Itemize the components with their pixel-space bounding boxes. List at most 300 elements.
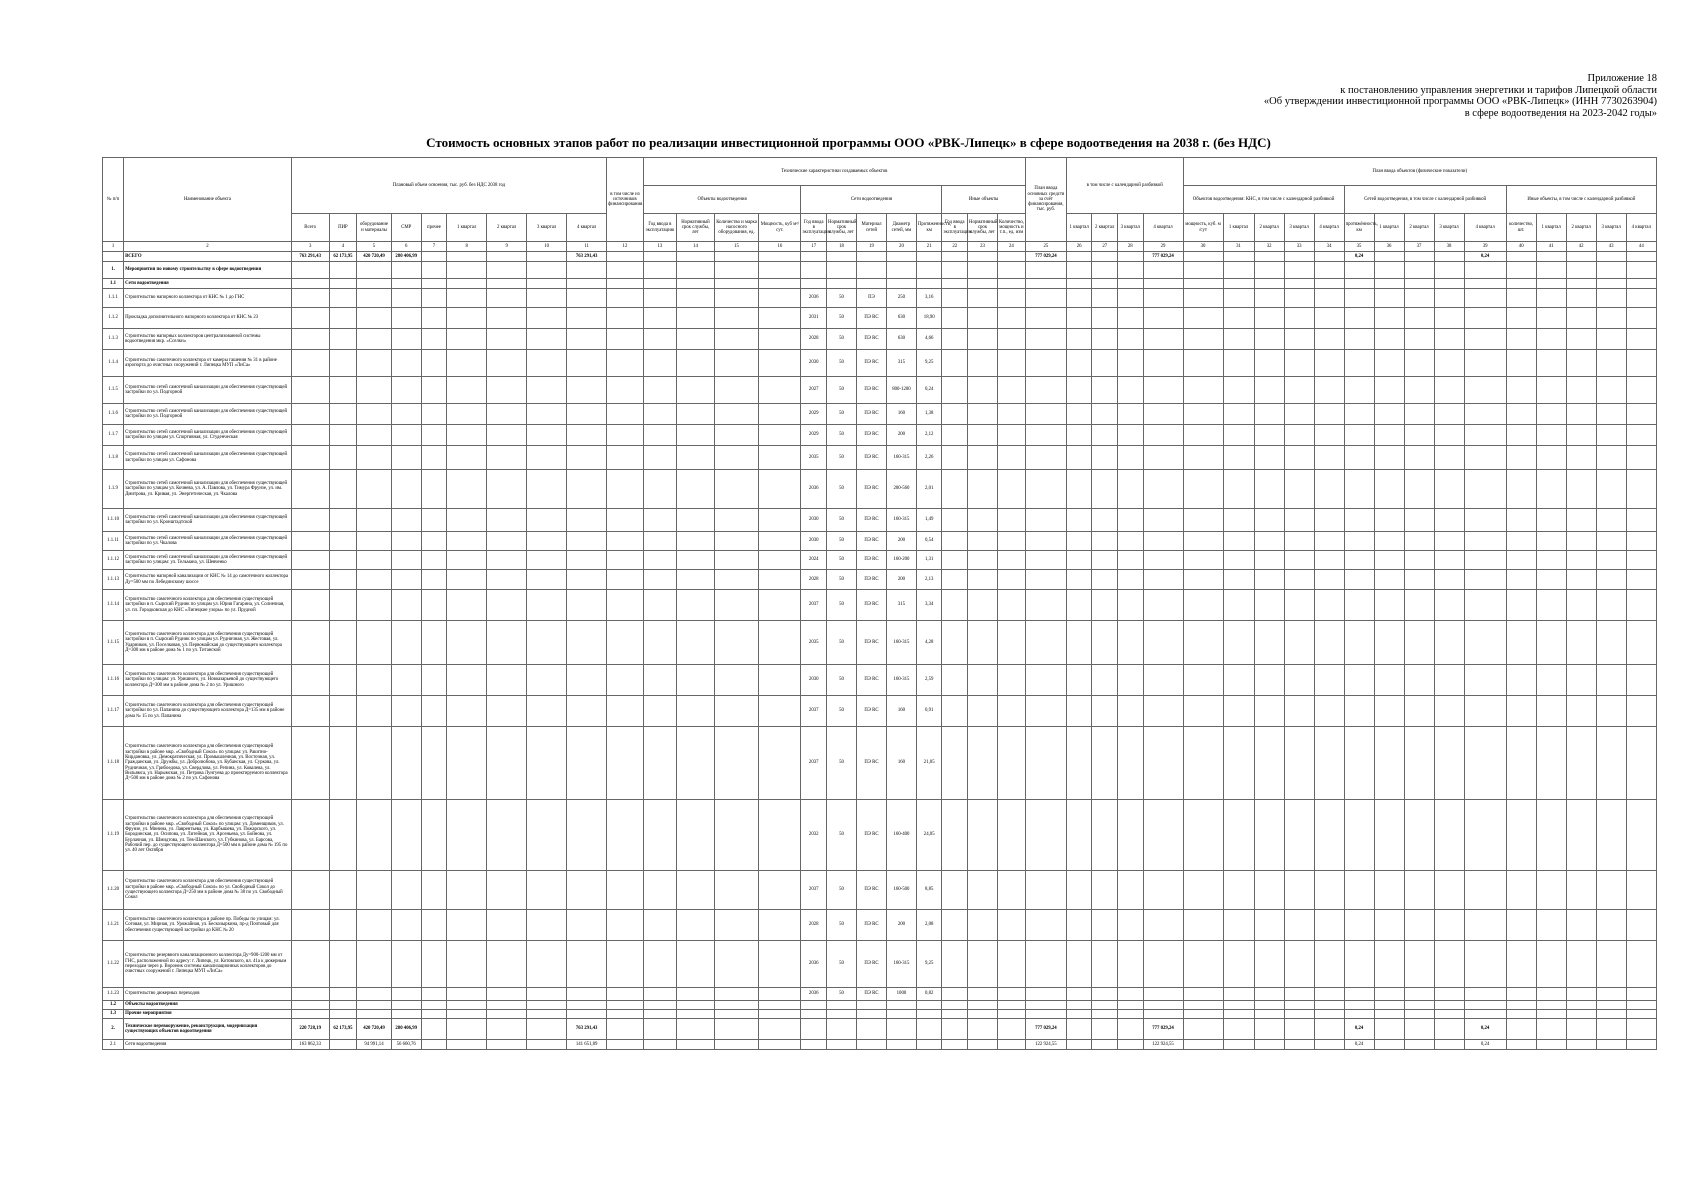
empty-cell (714, 446, 758, 470)
empty-cell (487, 470, 527, 509)
empty-cell (759, 350, 801, 377)
empty-cell (1223, 1040, 1254, 1050)
empty-cell (1314, 350, 1344, 377)
empty-cell (1284, 308, 1314, 329)
empty-cell (1254, 262, 1284, 279)
fin-plan-header: План ввода основных средств за счёт финансирования, тыс. руб. (1025, 158, 1066, 242)
section-row (103, 1001, 1657, 1010)
empty-cell (391, 446, 421, 470)
empty-cell (607, 329, 644, 350)
object-name: Строительство сетей самотечной канализации для обеспечения существующей застройки по ул. Подгорной (124, 377, 292, 404)
empty-cell (391, 1010, 421, 1019)
empty-cell (997, 509, 1025, 532)
empty-cell (677, 252, 715, 262)
empty-cell (1464, 665, 1506, 696)
empty-cell (1143, 279, 1183, 289)
empty-cell (1404, 252, 1434, 262)
empty-cell (1092, 377, 1118, 404)
empty-cell (1566, 329, 1596, 350)
empty-cell (1374, 988, 1404, 1001)
empty-cell (607, 289, 644, 308)
empty-cell (487, 1040, 527, 1050)
empty-cell (487, 308, 527, 329)
empty-cell (1434, 377, 1464, 404)
empty-cell (1066, 988, 1092, 1001)
column-number: 11 (567, 242, 607, 252)
empty-cell (1117, 262, 1143, 279)
empty-cell (1254, 871, 1284, 910)
empty-cell (1314, 289, 1344, 308)
table-row (103, 377, 1657, 404)
empty-cell (1464, 289, 1506, 308)
empty-cell (1344, 800, 1374, 871)
empty-cell (1284, 289, 1314, 308)
empty-cell (1434, 532, 1464, 551)
material-cell: ПЭ RC (856, 532, 886, 551)
empty-cell (714, 941, 758, 988)
empty-cell (1626, 329, 1656, 350)
empty-cell (1536, 621, 1566, 665)
empty-cell (916, 1001, 942, 1010)
empty-cell (856, 1019, 886, 1040)
norm-life-cell: 50 (826, 329, 856, 350)
empty-cell (527, 1010, 567, 1019)
material-cell: ПЭ RC (856, 308, 886, 329)
empty-cell (1066, 1019, 1092, 1040)
norm-life-cell: 50 (826, 532, 856, 551)
empty-cell (942, 696, 968, 727)
empty-cell (291, 425, 329, 446)
empty-cell (391, 696, 421, 727)
empty-cell (357, 350, 391, 377)
column-number: 10 (527, 242, 567, 252)
empty-cell (1314, 910, 1344, 941)
empty-cell (1223, 988, 1254, 1001)
empty-cell (968, 665, 998, 696)
empty-cell (968, 350, 998, 377)
empty-cell (447, 941, 487, 988)
empty-cell (1025, 621, 1066, 665)
empty-cell (1183, 551, 1223, 570)
empty-cell (1223, 910, 1254, 941)
empty-cell (1464, 1001, 1506, 1010)
empty-cell (1183, 470, 1223, 509)
material-cell: ПЭ RC (856, 570, 886, 590)
empty-cell (1025, 941, 1066, 988)
empty-cell (1254, 350, 1284, 377)
empty-cell (357, 871, 391, 910)
empty-cell (643, 308, 676, 329)
row-number: 1.1.7 (103, 425, 124, 446)
empty-cell (1566, 377, 1596, 404)
empty-cell (447, 350, 487, 377)
empty-cell (357, 404, 391, 425)
year-in-cell: 2031 (801, 308, 827, 329)
empty-cell (1092, 621, 1118, 665)
empty-cell (1374, 910, 1404, 941)
empty-cell (291, 696, 329, 727)
q3-header: 3 квартал (1284, 214, 1314, 242)
empty-cell (607, 262, 644, 279)
empty-cell (1066, 551, 1092, 570)
empty-cell (1314, 446, 1344, 470)
empty-cell (1143, 665, 1183, 696)
empty-cell (1434, 279, 1464, 289)
length-cell: 0,24 (916, 377, 942, 404)
empty-cell (1374, 329, 1404, 350)
empty-cell (968, 308, 998, 329)
capacity-header: Мощность, куб м³/сут. (759, 214, 801, 242)
empty-cell (1254, 509, 1284, 532)
empty-cell (1464, 910, 1506, 941)
empty-cell (1314, 279, 1344, 289)
empty-cell (1066, 621, 1092, 665)
material-cell: ПЭ RC (856, 425, 886, 446)
empty-cell (1183, 377, 1223, 404)
empty-cell (1092, 509, 1118, 532)
empty-cell (1092, 308, 1118, 329)
diameter-cell: 160-315 (886, 941, 916, 988)
empty-cell (677, 570, 715, 590)
empty-cell (1066, 871, 1092, 910)
length-cell: 9,25 (916, 941, 942, 988)
object-name: Строительство самотечного коллектора для обеспечения существующей застройки в районе мкр. «Свободный Сокол» по улицам: ул. Доменщиков, ул. Фрунзе, ул. Минина, ул. Лаврентьева, ул. Карбышева, ул. Пожарского, ул. Бородинская, ул. Осипова, ул. Литейная, ул. Арсеньева, ул. Бойнова, ул. Бурлачная, ул. Шмидтова, ул. Тев-Шанского, ул. Губкинова, ул. Барсова, Рабочий пер. до существующего коллектора Д=500 мм в районе дома № 195 по ул. 40 лет Октября (124, 800, 292, 871)
empty-cell (1404, 590, 1434, 621)
empty-cell (759, 696, 801, 727)
table-row (103, 910, 1657, 941)
empty-cell (759, 404, 801, 425)
empty-cell (1092, 988, 1118, 1001)
empty-cell (997, 308, 1025, 329)
empty-cell (1536, 570, 1566, 590)
empty-cell (801, 1010, 827, 1019)
empty-cell (291, 1010, 329, 1019)
empty-cell (1596, 800, 1626, 871)
empty-cell (1626, 988, 1656, 1001)
empty-cell (1314, 329, 1344, 350)
empty-cell (886, 252, 916, 262)
empty-cell (677, 404, 715, 425)
object-name: Строительство сетей самотечной канализации для обеспечения существующей застройки по ул. Кронштадтской (124, 509, 292, 532)
empty-cell (1344, 329, 1374, 350)
empty-cell (997, 988, 1025, 1001)
empty-cell (1183, 404, 1223, 425)
row-number: 1.1.4 (103, 350, 124, 377)
empty-cell (1223, 590, 1254, 621)
q2-header: 2 квартал (1404, 214, 1434, 242)
empty-cell (291, 377, 329, 404)
smr-cell: 280 406,99 (391, 1019, 421, 1040)
empty-cell (329, 289, 357, 308)
empty-cell (942, 509, 968, 532)
empty-cell (1404, 910, 1434, 941)
empty-cell (1344, 279, 1374, 289)
empty-cell (391, 727, 421, 800)
empty-cell (1464, 350, 1506, 377)
length-cell: 0,24 (1344, 1019, 1374, 1040)
empty-cell (447, 425, 487, 446)
empty-cell (291, 941, 329, 988)
empty-cell (1025, 800, 1066, 871)
empty-cell (1254, 727, 1284, 800)
empty-cell (1506, 425, 1536, 446)
empty-cell (714, 1019, 758, 1040)
diameter-cell: 315 (886, 590, 916, 621)
fin-q4-cell: 777 029,24 (1143, 1019, 1183, 1040)
q4-cell: 763 291,43 (567, 252, 607, 262)
empty-cell (567, 470, 607, 509)
empty-cell (677, 350, 715, 377)
norm-life-cell: 50 (826, 910, 856, 941)
empty-cell (1626, 551, 1656, 570)
empty-cell (1143, 509, 1183, 532)
empty-cell (1596, 329, 1626, 350)
empty-cell (1374, 727, 1404, 800)
empty-cell (1092, 910, 1118, 941)
empty-cell (421, 289, 447, 308)
empty-cell (1254, 988, 1284, 1001)
material-cell: ПЭ RC (856, 871, 886, 910)
empty-cell (1374, 1019, 1404, 1040)
empty-cell (421, 1010, 447, 1019)
empty-cell (487, 289, 527, 308)
empty-cell (1284, 279, 1314, 289)
empty-cell (329, 446, 357, 470)
empty-cell (1434, 665, 1464, 696)
empty-cell (1536, 1010, 1566, 1019)
empty-cell (487, 404, 527, 425)
empty-cell (714, 1010, 758, 1019)
empty-cell (567, 570, 607, 590)
empty-cell (1183, 988, 1223, 1001)
empty-cell (1434, 404, 1464, 425)
empty-cell (1284, 665, 1314, 696)
empty-cell (997, 425, 1025, 446)
empty-cell (1626, 800, 1656, 871)
row-number: 1.1.3 (103, 329, 124, 350)
empty-cell (1596, 425, 1626, 446)
empty-cell (759, 570, 801, 590)
empty-cell (1223, 665, 1254, 696)
empty-cell (714, 377, 758, 404)
empty-cell (1223, 289, 1254, 308)
empty-cell (607, 470, 644, 509)
empty-cell (329, 696, 357, 727)
empty-cell (357, 590, 391, 621)
empty-cell (1626, 509, 1656, 532)
empty-cell (1117, 308, 1143, 329)
empty-cell (1506, 910, 1536, 941)
empty-cell (1404, 425, 1434, 446)
norm-life-cell: 50 (826, 696, 856, 727)
empty-cell (1626, 404, 1656, 425)
column-number: 13 (643, 242, 676, 252)
empty-cell (487, 279, 527, 289)
empty-cell (487, 425, 527, 446)
empty-cell (968, 377, 998, 404)
empty-cell (801, 279, 827, 289)
empty-cell (1506, 988, 1536, 1001)
empty-cell (1183, 509, 1223, 532)
total-row (103, 252, 1657, 262)
empty-cell (357, 665, 391, 696)
empty-cell (1596, 941, 1626, 988)
empty-cell (942, 377, 968, 404)
column-number: 24 (997, 242, 1025, 252)
empty-cell (1284, 551, 1314, 570)
empty-cell (487, 696, 527, 727)
empty-cell (942, 590, 968, 621)
empty-cell (1626, 1001, 1656, 1010)
empty-cell (1066, 941, 1092, 988)
empty-cell (1434, 988, 1464, 1001)
empty-cell (421, 941, 447, 988)
empty-cell (1284, 590, 1314, 621)
empty-cell (1066, 404, 1092, 425)
empty-cell (759, 727, 801, 800)
empty-cell (1464, 800, 1506, 871)
empty-cell (942, 1010, 968, 1019)
empty-cell (1314, 988, 1344, 1001)
diameter-cell: 200 (886, 532, 916, 551)
empty-cell (567, 262, 607, 279)
length-cell: 4,66 (916, 329, 942, 350)
empty-cell (916, 1019, 942, 1040)
empty-cell (1183, 262, 1223, 279)
empty-cell (1434, 289, 1464, 308)
empty-cell (527, 532, 567, 551)
empty-cell (1284, 988, 1314, 1001)
section-row (103, 262, 1657, 279)
row-number: 1.1.16 (103, 665, 124, 696)
empty-cell (391, 262, 421, 279)
length-cell: 4,28 (916, 621, 942, 665)
q1-header: 1 квартал (1066, 214, 1092, 242)
empty-cell (391, 404, 421, 425)
empty-cell (1284, 532, 1314, 551)
empty-cell (997, 871, 1025, 910)
empty-cell (1374, 470, 1404, 509)
empty-cell (291, 404, 329, 425)
empty-cell (1223, 509, 1254, 532)
empty-cell (1404, 696, 1434, 727)
empty-cell (1344, 727, 1374, 800)
pir-cell: 62 173,95 (329, 252, 357, 262)
empty-cell (1254, 551, 1284, 570)
empty-cell (1626, 665, 1656, 696)
empty-cell (1434, 252, 1464, 262)
empty-cell (1092, 871, 1118, 910)
empty-cell (801, 1019, 827, 1040)
empty-cell (1314, 404, 1344, 425)
empty-cell (643, 470, 676, 509)
empty-cell (1404, 941, 1434, 988)
empty-cell (1344, 308, 1374, 329)
empty-cell (1596, 262, 1626, 279)
empty-cell (997, 289, 1025, 308)
empty-cell (1344, 910, 1374, 941)
empty-cell (487, 551, 527, 570)
empty-cell (759, 1040, 801, 1050)
year-in-cell: 2036 (801, 470, 827, 509)
empty-cell (487, 988, 527, 1001)
empty-cell (1464, 988, 1506, 1001)
empty-cell (1374, 377, 1404, 404)
appendix-line: к постановлению управления энергетики и тарифов Липецкой области (1340, 84, 1657, 96)
empty-cell (1536, 1040, 1566, 1050)
empty-cell (1626, 262, 1656, 279)
norm-life-cell: 50 (826, 289, 856, 308)
empty-cell (1254, 425, 1284, 446)
norm-life-cell: 50 (826, 308, 856, 329)
table-row (103, 871, 1657, 910)
empty-cell (1536, 329, 1566, 350)
empty-cell (1284, 1001, 1314, 1010)
object-name: Строительство сетей самотечной канализации для обеспечения существующей застройки по улицам ул. Спортивная, ул. Студенческая (124, 425, 292, 446)
empty-cell (1092, 1019, 1118, 1040)
empty-cell (357, 621, 391, 665)
empty-cell (1254, 1010, 1284, 1019)
empty-cell (968, 727, 998, 800)
empty-cell (1143, 329, 1183, 350)
empty-cell (391, 532, 421, 551)
empty-cell (643, 988, 676, 1001)
length-cell: 1,31 (916, 551, 942, 570)
empty-cell (1536, 590, 1566, 621)
empty-cell (447, 532, 487, 551)
empty-cell (391, 1001, 421, 1010)
norm-life-cell: 50 (826, 551, 856, 570)
empty-cell (643, 1010, 676, 1019)
empty-cell (1404, 871, 1434, 910)
diameter-cell: 160 (886, 404, 916, 425)
empty-cell (1025, 532, 1066, 551)
column-number: 15 (714, 242, 758, 252)
empty-cell (1183, 350, 1223, 377)
empty-cell (357, 425, 391, 446)
empty-cell (1404, 1010, 1434, 1019)
appendix-note (1264, 73, 1657, 119)
empty-cell (677, 446, 715, 470)
empty-cell (567, 289, 607, 308)
table-row (103, 289, 1657, 308)
empty-cell (1566, 509, 1596, 532)
section-label: Сети водоотведения (124, 1040, 292, 1050)
empty-cell (291, 665, 329, 696)
row-number (103, 252, 124, 262)
empty-cell (1344, 941, 1374, 988)
empty-cell (567, 404, 607, 425)
empty-cell (714, 329, 758, 350)
fin-plan-cell: 777 029,24 (1025, 1019, 1066, 1040)
empty-cell (997, 590, 1025, 621)
empty-cell (1566, 941, 1596, 988)
empty-cell (1223, 727, 1254, 800)
empty-cell (942, 262, 968, 279)
empty-cell (714, 289, 758, 308)
empty-cell (1117, 621, 1143, 665)
empty-cell (357, 532, 391, 551)
empty-cell (1183, 665, 1223, 696)
empty-cell (997, 329, 1025, 350)
empty-cell (1464, 727, 1506, 800)
empty-cell (391, 570, 421, 590)
empty-cell (329, 988, 357, 1001)
empty-cell (329, 509, 357, 532)
empty-cell (643, 871, 676, 910)
year-in-cell: 2028 (801, 570, 827, 590)
empty-cell (759, 425, 801, 446)
